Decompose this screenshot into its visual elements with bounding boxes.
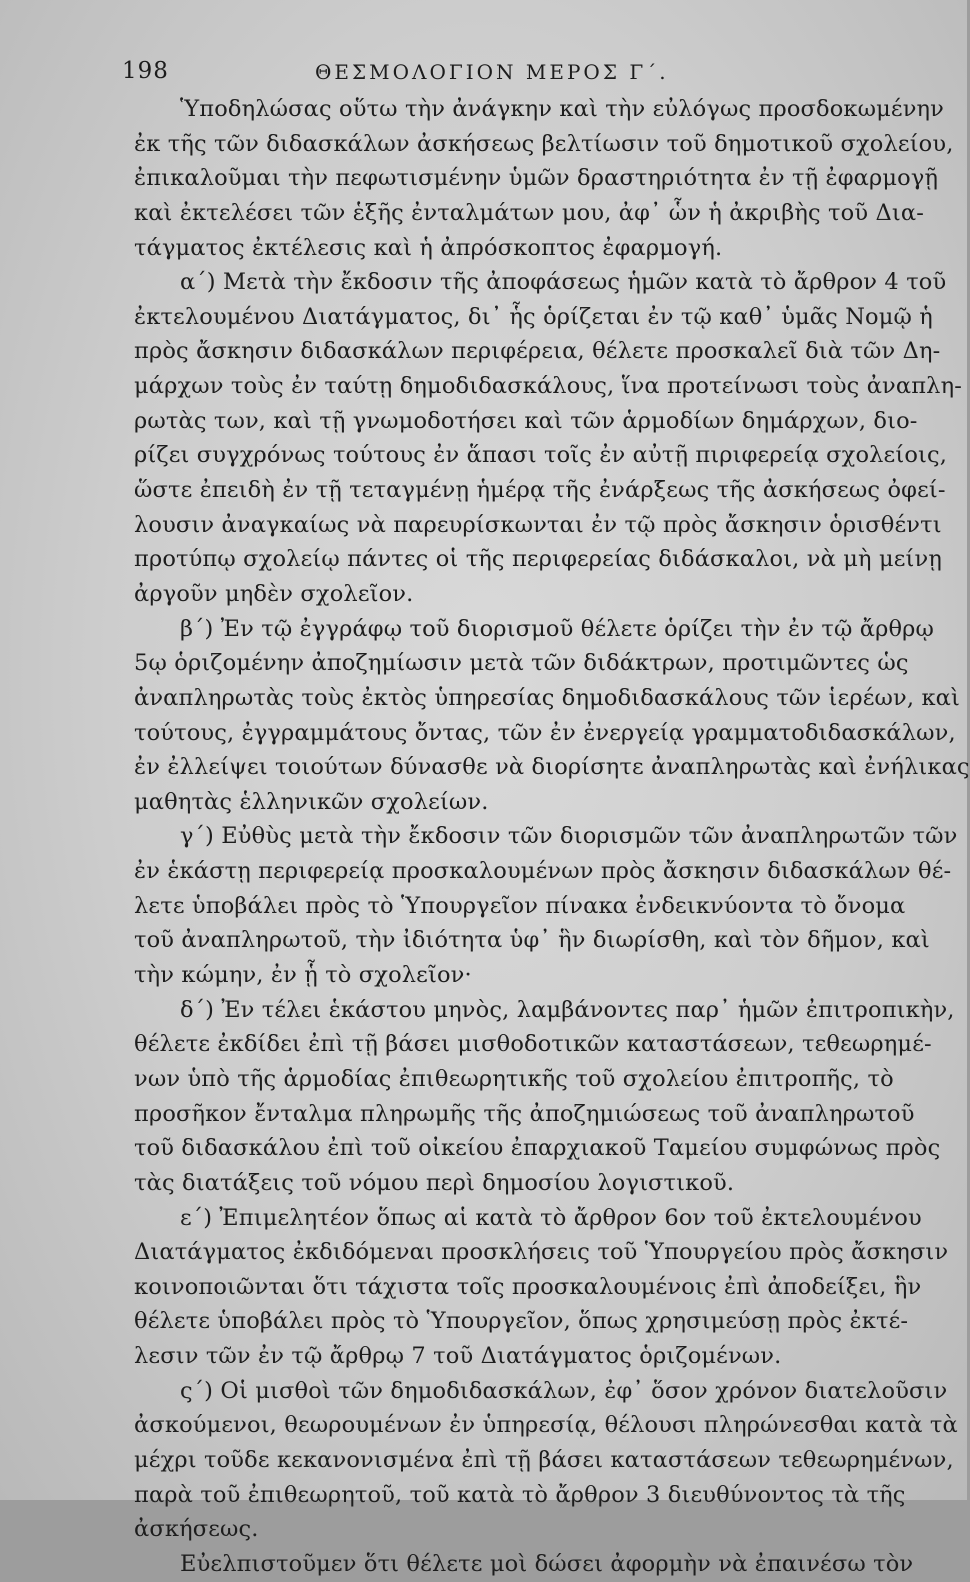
text-line: τούτους, ἐγγραμμάτους ὄντας, τῶν ἐν ἐνεργείᾳ γραμματοδιδασκάλων, — [134, 719, 956, 746]
text-line: γ΄) Εὐθὺς μετὰ τὴν ἔκδοσιν τῶν διορισμῶν τῶν ἀναπληρωτῶν τῶν — [180, 823, 958, 850]
text-line: τάγματος ἐκτέλεσις καὶ ἡ ἀπρόσκοπτος ἐφαρμογή. — [134, 234, 723, 261]
page-number: 198 — [122, 58, 169, 84]
text-line: Διατάγματος ἐκδιδόμεναι προσκλήσεις τοῦ Ὑπουργείου πρὸς ἄσκησιν — [134, 1239, 949, 1266]
text-line: ἀσκήσεως. — [134, 1516, 259, 1543]
text-line: ἐκτελουμένου Διατάγματος, δι᾽ ἧς ὁρίζεται ἐν τῷ καθ᾽ ὑμᾶς Νομῷ ἡ — [134, 303, 933, 330]
text-line: κοινοποιῶνται ὅτι τάχιστα τοῖς προσκαλουμένοις ἐπὶ ἀποδείξει, ἣν — [134, 1273, 922, 1300]
text-line: νων ὑπὸ τῆς ἁρμοδίας ἐπιθεωρητικῆς τοῦ σχολείου ἐπιτροπῆς, τὸ — [134, 1065, 894, 1092]
text-line: προσῆκον ἔνταλμα πληρωμῆς τῆς ἀποζημιώσεως τοῦ ἀναπληρωτοῦ — [134, 1100, 915, 1127]
text-line: θέλετε ὑποβάλει πρὸς τὸ Ὑπουργεῖον, ὅπως χρησιμεύσῃ πρὸς ἐκτέ- — [134, 1308, 909, 1335]
text-line: καὶ ἐκτελέσει τῶν ἑξῆς ἐνταλμάτων μου, ἀφ᾽ ὧν ἡ ἀκριβὴς τοῦ Δια- — [134, 199, 924, 226]
text-line: τὰς διατάξεις τοῦ νόμου περὶ δημοσίου λογιστικοῦ. — [134, 1169, 735, 1196]
text-line: ε΄) Ἐπιμελητέον ὅπως αἱ κατὰ τὸ ἄρθρον 6ον τοῦ ἐκτελουμένου — [180, 1204, 922, 1231]
text-line: Ὑποδηλώσας οὕτω τὴν ἀνάγκην καὶ τὴν εὐλόγως προσδοκωμένην — [180, 96, 944, 122]
text-line: α΄) Μετὰ τὴν ἔκδοσιν τῆς ἀποφάσεως ἡμῶν κατὰ τὸ ἄρθρον 4 τοῦ — [180, 269, 947, 296]
text-line: ἐκ τῆς τῶν διδασκάλων ἀσκήσεως βελτίωσιν τοῦ δημοτικοῦ σχολείου, — [134, 130, 954, 157]
text-line: θέλετε ἐκδίδει ἐπὶ τῇ βάσει μισθοδοτικῶν καταστάσεων, τεθεωρημέ- — [134, 1031, 932, 1058]
running-title: ΘΕΣΜΟΛΟΓΙΟΝ ΜΕΡΟΣ Γ΄. — [315, 60, 669, 84]
text-line: Εὐελπιστοῦμεν ὅτι θέλετε μοὶ δώσει ἀφορμὴν νὰ ἐπαινέσω τὸν — [180, 1550, 914, 1577]
text-line: ἐν ἑκάστῃ περιφερείᾳ προσκαλουμένων πρὸς ἄσκησιν διδασκάλων θέ- — [134, 858, 952, 885]
text-line: μέχρι τοῦδε κεκανονισμένα ἐπὶ τῇ βάσει καταστάσεων τεθεωρημένων, — [134, 1446, 954, 1473]
text-line: λουσιν ἀναγκαίως νὰ παρευρίσκωνται ἐν τῷ πρὸς ἄσκησιν ὁρισθέντι — [134, 511, 942, 538]
text-line: δ΄) Ἐν τέλει ἑκάστου μηνὸς, λαμβάνοντες παρ᾽ ἡμῶν ἐπιτροπικὴν, — [180, 996, 955, 1023]
text-line: ὥστε ἐπειδὴ ἐν τῇ τεταγμένῃ ἡμέρᾳ τῆς ἐνάρξεως τῆς ἀσκήσεως ὀφεί- — [134, 477, 946, 504]
text-line: παρὰ τοῦ ἐπιθεωρητοῦ, τοῦ κατὰ τὸ ἄρθρον 3 διευθύνοντος τὰ τῆς — [134, 1481, 906, 1508]
body-text — [134, 92, 970, 1582]
text-line: ς΄) Οἱ μισθοὶ τῶν δημοδιδασκάλων, ἐφ᾽ ὅσον χρόνον διατελοῦσιν — [180, 1377, 948, 1404]
text-line: ἀσκούμενοι, θεωρουμένων ἐν ὑπηρεσίᾳ, θέλουσι πληρώνεσθαι κατὰ τὰ — [134, 1412, 958, 1439]
text-line: τοῦ διδασκάλου ἐπὶ τοῦ οἰκείου ἐπαρχιακοῦ Ταμείου συμφώνως πρὸς — [134, 1135, 941, 1162]
text-line: λετε ὑποβάλει πρὸς τὸ Ὑπουργεῖον πίνακα ἐνδεικνύοντα τὸ ὄνομα — [134, 892, 906, 919]
text-line: 5ῳ ὁριζομένην ἀποζημίωσιν μετὰ τῶν διδάκτρων, προτιμῶντες ὡς — [134, 650, 909, 677]
text-line: προτύπῳ σχολείῳ πάντες οἱ τῆς περιφερείας διδάσκαλοι, νὰ μὴ μείνῃ — [134, 546, 942, 573]
text-line: ρίζει συγχρόνως τούτους ἐν ἅπασι τοῖς ἐν αὐτῇ πιριφερείᾳ σχολείοις, — [134, 442, 948, 469]
text-line: β΄) Ἐν τῷ ἐγγράφῳ τοῦ διορισμοῦ θέλετε ὁρίζει τὴν ἐν τῷ ἄρθρῳ — [180, 615, 935, 642]
text-line: ἀναπληρωτὰς τοὺς ἐκτὸς ὑπηρεσίας δημοδιδασκάλους τῶν ἱερέων, καὶ — [134, 684, 960, 711]
text-line: τοῦ ἀναπληρωτοῦ, τὴν ἰδιότητα ὑφ᾽ ἣν διωρίσθη, καὶ τὸν δῆμον, καὶ — [134, 927, 930, 954]
text-line: ἐν ἐλλείψει τοιούτων δύνασθε νὰ διορίσητε ἀναπληρωτὰς καὶ ἐνήλικας — [134, 754, 970, 781]
text-line: μαθητὰς ἑλληνικῶν σχολείων. — [134, 788, 489, 815]
text-line: ρωτὰς των, καὶ τῇ γνωμοδοτήσει καὶ τῶν ἁρμοδίων δημάρχων, διο- — [134, 407, 918, 434]
text-line: πρὸς ἄσκησιν διδασκάλων περιφέρεια, θέλετε προσκαλεῖ διὰ τῶν Δη- — [134, 338, 941, 365]
text-line: ἐπικαλοῦμαι τὴν πεφωτισμένην ὑμῶν δραστηριότητα ἐν τῇ ἐφαρμογῇ — [134, 165, 939, 192]
text-line: μάρχων τοὺς ἐν ταύτῃ δημοδιδασκάλους, ἵνα προτείνωσι τοὺς ἀναπλη- — [134, 373, 962, 400]
text-line: ἀργοῦν μηδὲν σχολεῖον. — [134, 580, 414, 607]
text-line: λεσιν τῶν ἐν τῷ ἄρθρῳ 7 τοῦ Διατάγματος ὁριζομένων. — [134, 1343, 782, 1370]
text-line: τὴν κώμην, ἐν ᾗ τὸ σχολεῖον· — [134, 962, 472, 989]
